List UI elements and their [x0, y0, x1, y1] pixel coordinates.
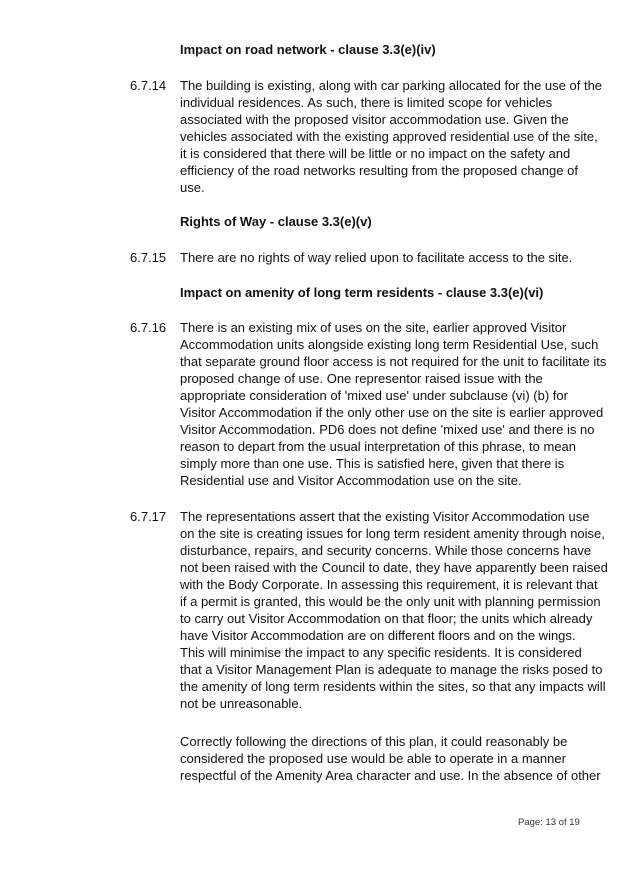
text-line: that a Visitor Management Plan is adequate to manage the risks posed to — [180, 662, 603, 677]
text-line: not been raised with the Council to date, they have apparently been raised — [180, 560, 608, 575]
heading-road-network: Impact on road network - clause 3.3(e)(iv) — [180, 42, 436, 57]
text-line: it is considered that there will be little or no impact on the safety and — [180, 146, 571, 161]
text-line: if a permit is granted, this would be the only unit with planning permission — [180, 594, 601, 609]
text-line: have Visitor Accommodation are on different floors and on the wings. — [180, 628, 576, 643]
text-line: on the site is creating issues for long term resident amenity through noise, — [180, 526, 605, 541]
text-line: respectful of the Amenity Area character and use. In the absence of other — [180, 768, 601, 783]
text-line: with the Body Corporate. In assessing this requirement, it is relevant that — [180, 577, 598, 592]
heading-amenity: Impact on amenity of long term residents - clause 3.3(e)(vi) — [180, 285, 544, 300]
page-number: Page: 13 of 19 — [518, 817, 580, 828]
text-line: The building is existing, along with car parking allocated for the use of the — [180, 78, 603, 93]
text-line: appropriate consideration of 'mixed use' under subclause (vi) (b) for — [180, 388, 568, 403]
text-line: Visitor Accommodation if the only other use on the site is earlier approved — [180, 405, 604, 420]
text-line: the amenity of long term residents within the sites, so that any impacts will — [180, 679, 606, 694]
text-line: Visitor Accommodation. PD6 does not define 'mixed use' and there is no — [180, 422, 595, 437]
text-line: efficiency of the road networks resulting from the proposed change of — [180, 163, 578, 178]
text-line: to carry out Visitor Accommodation on that floor; the units which already — [180, 611, 593, 626]
text-line: that separate ground floor access is not required for the unit to facilitate its — [180, 354, 607, 369]
text-line: reason to depart from the usual interpretation of this phrase, to mean — [180, 439, 577, 454]
text-line: not be unreasonable. — [180, 696, 303, 711]
paragraph-number: 6.7.14 — [130, 78, 167, 93]
text-line: vehicles associated with the existing approved residential use of the site, — [180, 129, 598, 144]
text-line: There are no rights of way relied upon to facilitate access to the site. — [180, 250, 573, 265]
paragraph-text — [180, 508, 608, 712]
text-line: The representations assert that the existing Visitor Accommodation use — [180, 509, 590, 524]
paragraph-text — [180, 77, 603, 196]
paragraph-number: 6.7.17 — [130, 509, 167, 524]
text-line: individual residences. As such, there is limited scope for vehicles — [180, 95, 553, 110]
text-line: use. — [180, 180, 205, 195]
paragraph-number: 6.7.15 — [130, 250, 167, 265]
text-line: considered the proposed use would be able to operate in a manner — [180, 751, 566, 766]
text-line: Residential use and Visitor Accommodation use on the site. — [180, 473, 522, 488]
paragraph-text — [180, 319, 607, 489]
text-line: proposed change of use. One representor raised issue with the — [180, 371, 543, 386]
text-line: This will minimise the impact to any specific residents. It is considered — [180, 645, 582, 660]
text-line: associated with the proposed visitor accommodation use. Given the — [180, 112, 569, 127]
text-line: disturbance, repairs, and security concerns. While those concerns have — [180, 543, 592, 558]
heading-rights-of-way: Rights of Way - clause 3.3(e)(v) — [180, 214, 372, 229]
text-line: There is an existing mix of uses on the site, earlier approved Visitor — [180, 320, 567, 335]
paragraph-number: 6.7.16 — [130, 320, 167, 335]
text-line: Correctly following the directions of this plan, it could reasonably be — [180, 734, 568, 749]
text-line: simply more than one use. This is satisfied here, given that there is — [180, 456, 565, 471]
paragraph-text — [180, 733, 601, 784]
text-line: Accommodation units alongside existing long term Residential Use, such — [180, 337, 599, 352]
paragraph-text — [180, 249, 585, 266]
